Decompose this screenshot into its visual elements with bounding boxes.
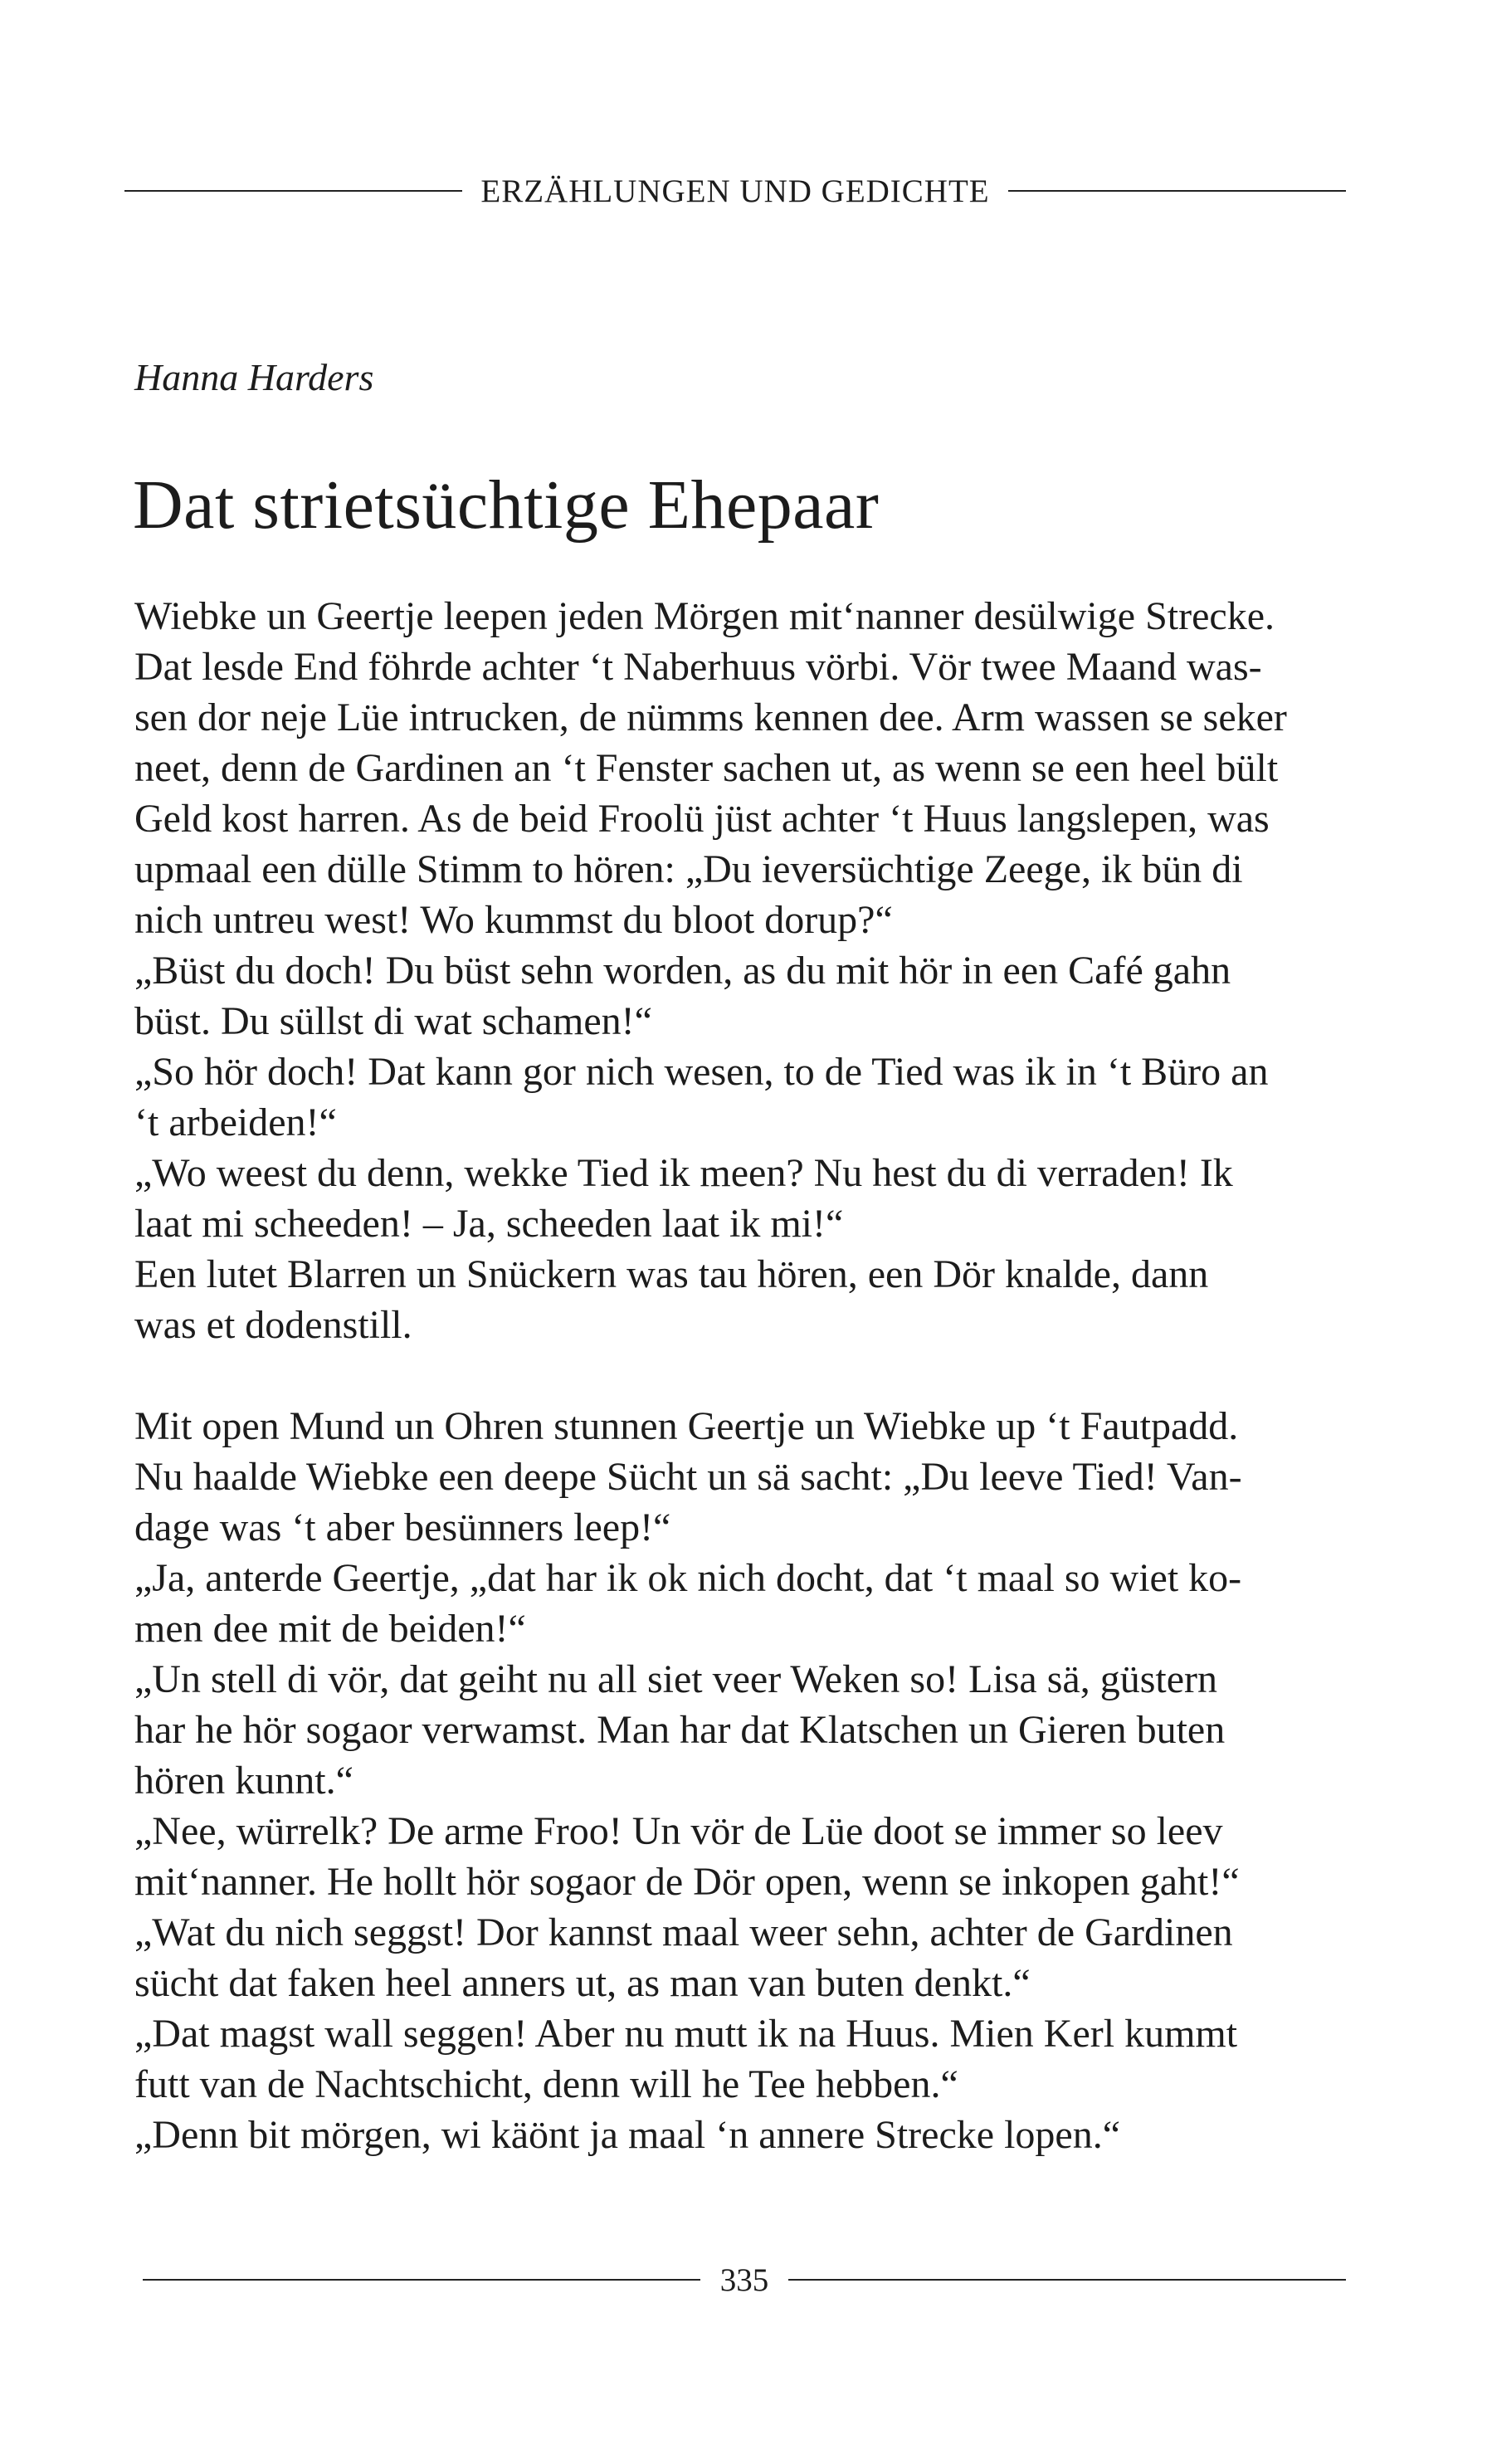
paragraph-gap (134, 1350, 1346, 1401)
text-line: Geld kost harren. As de beid Froolü jüst achter ‘t Huus langslepen, was (134, 797, 1270, 841)
footer-rule-left (143, 2279, 700, 2281)
header-rule-left (124, 190, 462, 192)
text-line: „Dat magst wall seggen! Aber nu mutt ik na Huus. Mien Kerl kummt (134, 2012, 1238, 2056)
text-line: sücht dat faken heel anners ut, as man van buten denkt.“ (134, 1961, 1031, 2005)
text-line: nich untreu west! Wo kummst du bloot dorup?“ (134, 898, 893, 942)
text-line: „Un stell di vör, dat geiht nu all siet veer Weken so! Lisa sä, güstern (134, 1657, 1217, 1701)
text-line: büst. Du süllst di wat schamen!“ (134, 999, 652, 1043)
running-header (124, 170, 1346, 212)
text-line: „Wo weest du denn, wekke Tied ik meen? Nu hest du di verraden! Ik (134, 1151, 1233, 1195)
text-line: „Büst du doch! Du büst sehn worden, as du mit hör in een Café gahn (134, 949, 1231, 993)
paragraph-1 (134, 591, 1346, 1350)
story-title: Dat strietsüchtige Ehepaar (133, 466, 880, 544)
text-line: sen dor neje Lüe intrucken, de nümms kennen dee. Arm wassen se seker (134, 695, 1287, 739)
text-line: ‘t arbeiden!“ (134, 1100, 337, 1144)
footer-rule-right (788, 2279, 1346, 2281)
text-line: men dee mit de beiden!“ (134, 1607, 526, 1651)
page-number: 335 (719, 2262, 769, 2298)
text-line: „Nee, würrelk? De arme Froo! Un vör de Lüe doot se immer so leev (134, 1809, 1223, 1853)
text-line: „Ja, anterde Geertje, „dat har ik ok nich docht, dat ‘t maal so wiet ko- (134, 1556, 1242, 1600)
text-line: „Denn bit mörgen, wi käönt ja maal ‘n annere Strecke lopen.“ (134, 2113, 1121, 2157)
author-name: Hanna Harders (134, 356, 374, 398)
text-line: Dat lesde End föhrde achter ‘t Naberhuus vörbi. Vör twee Maand was- (134, 645, 1262, 689)
text-line: har he hör sogaor verwamst. Man har dat Klatschen un Gieren buten (134, 1708, 1226, 1752)
text-line: „So hör doch! Dat kann gor nich wesen, to de Tied was ik in ‘t Büro an (134, 1050, 1269, 1094)
text-line: dage was ‘t aber besünners leep!“ (134, 1505, 671, 1549)
text-line: Mit open Mund un Ohren stunnen Geertje un Wiebke up ‘t Fautpadd. (134, 1404, 1239, 1448)
text-line: Nu haalde Wiebke een deepe Sücht un sä sacht: „Du leeve Tied! Van- (134, 1455, 1242, 1499)
text-line: Een lutet Blarren un Snückern was tau hören, een Dör knalde, dann (134, 1252, 1209, 1296)
text-line: upmaal een dülle Stimm to hören: „Du ieversüchtige Zeege, ik bün di (134, 847, 1243, 891)
text-line: mit‘nanner. He hollt hör sogaor de Dör open, wenn se inkopen gaht!“ (134, 1860, 1240, 1904)
text-line: futt van de Nachtschicht, denn will he Tee hebben.“ (134, 2062, 958, 2106)
text-line: hören kunnt.“ (134, 1759, 353, 1803)
section-title: ERZÄHLUNGEN UND GEDICHTE (480, 173, 990, 209)
paragraph-2 (134, 1401, 1346, 2160)
header-rule-right (1008, 190, 1346, 192)
text-line: „Wat du nich seggst! Dor kannst maal weer sehn, achter de Gardinen (134, 1910, 1233, 1954)
text-line: laat mi scheeden! – Ja, scheeden laat ik mi!“ (134, 1202, 844, 1246)
text-line: neet, denn de Gardinen an ‘t Fenster sachen ut, as wenn se een heel bült (134, 746, 1279, 790)
text-line: Wiebke un Geertje leepen jeden Mörgen mit‘nanner desülwige Strecke. (134, 594, 1275, 638)
text-line: was et dodenstill. (134, 1303, 412, 1347)
story-body (134, 591, 1346, 2160)
page-footer (143, 2259, 1346, 2301)
